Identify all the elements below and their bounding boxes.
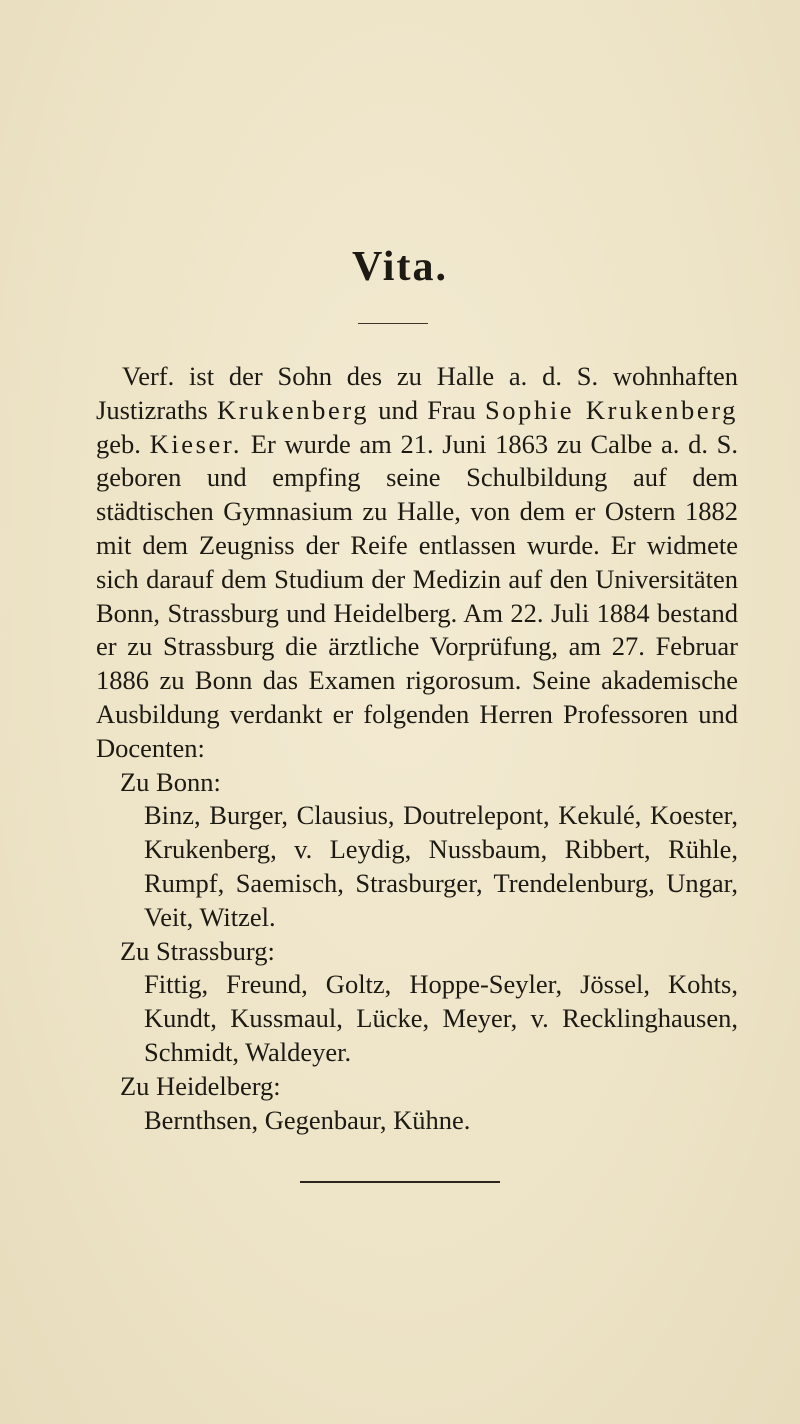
university-heading-strassburg: Zu Strassburg: [120, 935, 275, 966]
university-heading-heidelberg: Zu Heidelberg: [120, 1070, 281, 1101]
paragraph-text-3: geb. [96, 428, 150, 459]
mother-name: Sophie Krukenberg [484, 394, 739, 425]
vita-paragraph [96, 360, 738, 766]
paragraph-text-2: und Frau [369, 394, 485, 425]
father-name: Krukenberg [217, 394, 370, 425]
vita-body [96, 360, 738, 1137]
professor-list-heidelberg: Bernthsen, Gegenbaur, Kühne. [144, 1104, 471, 1135]
title-rule [358, 323, 428, 324]
paragraph-text-1: Verf. ist der Sohn des zu Halle a. d. S. wohnhaften Justizraths [96, 361, 738, 425]
paragraph-text-4: Er wurde am 21. Juni 1863 zu Calbe a. d. S. geboren und empfing seine Schulbildung auf dem städtischen Gymnasium zu Halle, von dem er Ostern 1882 mit dem Zeugniss der Reife entlassen wurde. Er widmete sich darauf dem Studium der Medizin auf den Universitäten Bonn, Strassburg und Heidelberg. Am 22. Juli 1884 bestand er zu Strassburg die ärztliche Vorprüfung, am 27. Februar 1886 zu Bonn das Examen rigorosum. Seine akademische Ausbildung verdankt er folgenden Herren Professoren und Docenten: [96, 428, 738, 763]
closing-rule [300, 1181, 500, 1183]
professor-list-strassburg: Fittig, Freund, Goltz, Hoppe-Seyler, Jössel, Kohts, Kundt, Kussmaul, Lücke, Meyer, v. Recklinghausen, Schmidt, Waldeyer. [144, 969, 738, 1067]
maiden-name: Kieser. [149, 428, 243, 459]
page-title: Vita. [352, 244, 448, 290]
university-heading-bonn: Zu Bonn: [120, 766, 221, 797]
professor-list-bonn: Binz, Burger, Clausius, Doutrelepont, Kekulé, Koester, Krukenberg, v. Leydig, Nussbaum, Ribbert, Rühle, Rumpf, Saemisch, Strasburger, Trendelenburg, Ungar, Veit, Witzel. [144, 800, 738, 932]
